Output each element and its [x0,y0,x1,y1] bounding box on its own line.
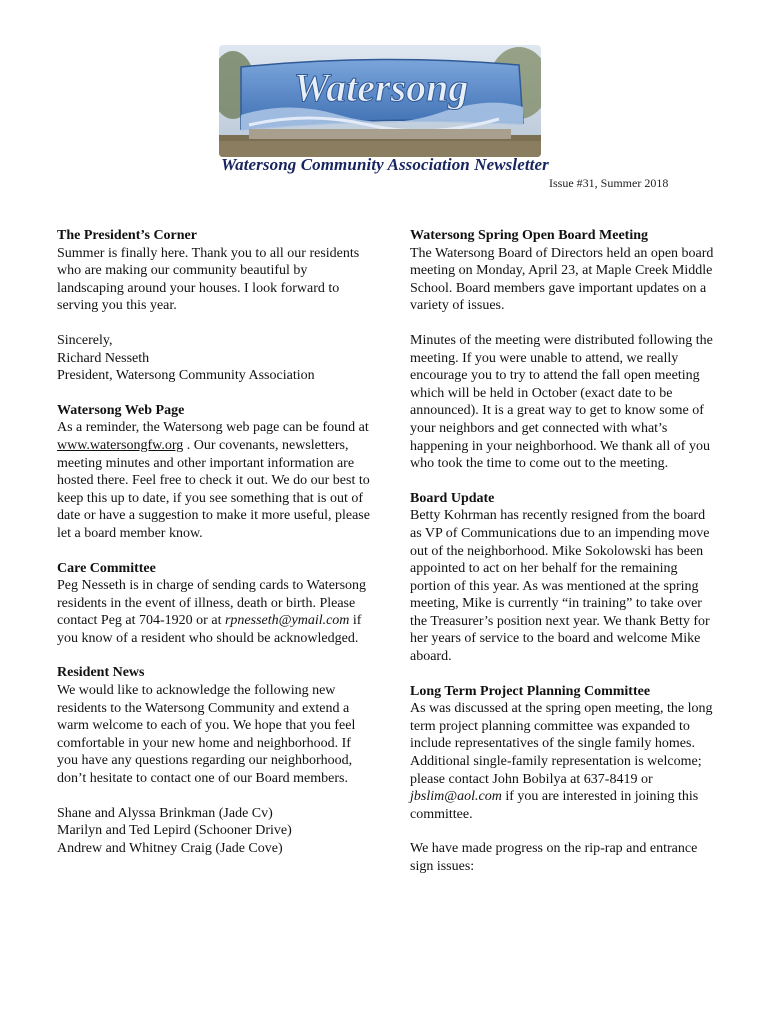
care-committee-body [57,577,375,647]
issue-label: Issue #31, Summer 2018 [549,176,669,190]
website-link[interactable]: www.watersongfw.org [57,437,184,453]
open-meeting-heading: Watersong Spring Open Board Meeting [410,228,649,243]
president-name: Richard Nesseth [57,350,150,366]
presidents-corner-body: Summer is finally here. Thank you to all our residents who are making our community beautiful by landscaping around your houses. I look forward to serving you this year. [57,245,360,314]
web-page-section [57,402,375,543]
resident-list [57,805,375,858]
presidents-corner-section [57,227,375,385]
board-update-body: Betty Kohrman has recently resigned from the board as VP of Communications due to an impending move out of the neighborhood. Mike Sokolowski has been appointed to act on her behalf for the remaining portion of this year. As was mentioned at the spring meeting, Mike is currently “in training” to take over the Treasurer’s position next year. We thank Betty for her years of service to the board and welcome Mike aboard. [410,508,710,665]
watersong-sign-photo [219,45,541,157]
board-update-section [410,490,720,666]
list-item: Andrew and Whitney Craig (Jade Cove) [57,840,283,856]
sign-text: Watersong [293,65,469,110]
planning-text: As was discussed at the spring open meeting, the long term project planning committee was expanded to include representatives of the single family homes. Additional single-family representation is welcome; please contact John Bobilya at 637-8419 or [410,701,713,787]
sign-illustration [219,45,541,157]
resident-news-body: We would like to acknowledge the following new residents to the Watersong Community and extend a warm welcome to each of you. We hope that you feel comfortable in your new home and neighborhood. If you have any questions regarding our neighborhood, don’t hesitate to contact one of our Board members. [57,683,356,787]
planning-committee-section [410,683,720,876]
newsletter-title: Watersong Community Association Newsletter [221,155,549,174]
open-meeting-section [410,227,720,473]
planning-email[interactable]: jbslim@aol.com [410,789,502,805]
president-role: President, Watersong Community Association [57,368,315,384]
care-committee-text-continued: if you know of a resident who should be acknowledged. [57,613,362,646]
web-page-body [57,419,375,542]
care-committee-section [57,560,375,648]
planning-committee-body [410,700,720,823]
web-page-text-continued: . Our covenants, newsletters, meeting minutes and other important information are hosted there. Feel free to check it out. We do our best to keep this up to date, if you see something that is out of date or have a suggestion to make it more useful, please let a board member know. [57,437,370,541]
list-item: Marilyn and Ted Lepird (Schooner Drive) [57,823,292,839]
board-update-heading: Board Update [410,490,495,506]
resident-news-heading: Resident News [57,665,145,681]
web-page-text: As a reminder, the Watersong web page can be found at [57,420,369,436]
planning-text-continued: if you are interested in joining this committee. [410,789,699,822]
right-column [410,227,720,893]
progress-note: We have made progress on the rip-rap and entrance sign issues: [410,841,698,874]
care-committee-text: Peg Nesseth is in charge of sending cards to Watersong residents in the event of illness, death or birth. Please contact Peg at 704-1920 or at [57,578,367,629]
care-committee-heading: Care Committee [57,560,156,576]
list-item: Shane and Alyssa Brinkman (Jade Cv) [57,805,273,821]
care-email[interactable]: rpnesseth@ymail.com [224,613,350,629]
web-page-heading: Watersong Web Page [57,402,185,418]
open-meeting-body: The Watersong Board of Directors held an open board meeting on Monday, April 23, at Maple Creek Middle School. Board members gave important updates on a variety of issues. [410,245,714,314]
resident-news-section [57,664,375,857]
signoff: Sincerely, [57,332,113,348]
left-column [57,227,375,874]
presidents-signature [57,332,375,385]
planning-committee-heading: Long Term Project Planning Committee [410,683,651,699]
presidents-corner-heading: The President’s Corner [57,228,197,243]
open-meeting-minutes: Minutes of the meeting were distributed following the meeting. If you were unable to attend, we really encourage you to try to attend the fall open meeting which will be held in October (exact date to be announced). It is a great way to get to know some of your neighbors and get connected with what’s happening in your neighborhood. We thank all of you who took the time to come out to the meeting. [410,332,713,472]
